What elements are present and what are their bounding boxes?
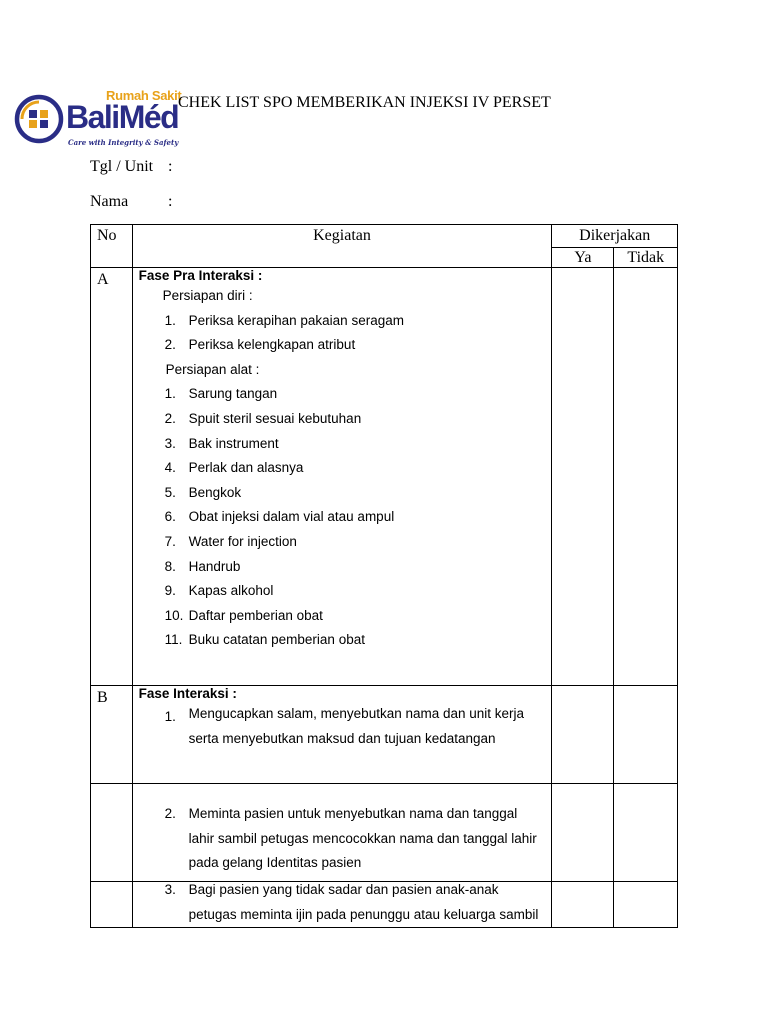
list-item — [139, 333, 546, 358]
persiapan-diri-label: Persiapan diri : — [162, 288, 253, 303]
list-item — [139, 702, 546, 751]
item-number: 5. — [164, 484, 176, 500]
item-line: lahir sambil petugas mencocokkan nama dan tanggal lahir — [188, 830, 537, 846]
item-text: Bengkok — [188, 484, 242, 500]
header-tidak: Tidak — [614, 248, 678, 268]
item-number: 1. — [164, 709, 176, 724]
logo-tagline: Care with Integrity & Safety — [68, 138, 179, 147]
item-text: Obat injeksi dalam vial atau ampul — [188, 509, 395, 525]
item-number: 2. — [164, 410, 176, 426]
list-item — [139, 802, 546, 876]
ya-cell[interactable] — [552, 784, 614, 882]
list-item — [139, 505, 546, 530]
section-heading: Fase Interaksi : — [138, 686, 237, 701]
item-text: Periksa kerapihan pakaian seragam — [188, 312, 404, 328]
item-number: 9. — [164, 583, 176, 599]
item-number: 7. — [164, 533, 176, 549]
item-number: 11. — [164, 632, 183, 648]
persiapan-alat-label: Persiapan alat : — [165, 361, 260, 377]
item-line: pada gelang Identitas pasien — [188, 855, 362, 871]
field-nama — [90, 193, 173, 211]
hospital-logo — [14, 86, 184, 156]
field-tgl-unit — [90, 158, 173, 176]
list-item — [139, 604, 546, 629]
list-item — [139, 579, 546, 604]
section-b-row-1 — [91, 686, 678, 784]
section-b-item-1 — [132, 686, 552, 784]
item-text: Perlak dan alasnya — [188, 460, 304, 476]
item-number: 6. — [164, 509, 176, 525]
item-text: Daftar pemberian obat — [188, 607, 323, 623]
ya-cell[interactable] — [552, 882, 614, 928]
item-text: Buku catatan pemberian obat — [188, 632, 365, 648]
ya-cell[interactable] — [552, 268, 614, 686]
list-item — [139, 432, 546, 457]
tidak-cell[interactable] — [614, 686, 678, 784]
item-number: 2. — [164, 337, 176, 353]
item-number: 2. — [164, 806, 176, 821]
item-line: Meminta pasien untuk menyebutkan nama dan tanggal — [188, 806, 518, 821]
item-line: Mengucapkan salam, menyebutkan nama dan unit kerja — [188, 706, 525, 721]
list-item — [139, 878, 546, 927]
section-b-item-3 — [132, 882, 552, 928]
item-number: 1. — [164, 312, 176, 328]
section-letter: B — [91, 686, 133, 784]
field-label: Tgl / Unit — [90, 158, 154, 175]
logo-top-text: Rumah Sakit — [106, 88, 182, 103]
item-line: serta menyebutkan maksud dan tujuan kedatangan — [188, 730, 496, 746]
section-b-row-3 — [91, 882, 678, 928]
item-line: petugas meminta ijin pada penunggu atau keluarga sambil — [188, 906, 539, 922]
tidak-cell[interactable] — [614, 784, 678, 882]
header-kegiatan: Kegiatan — [132, 225, 552, 268]
header-dikerjakan: Dikerjakan — [552, 225, 678, 248]
empty-no-cell — [91, 784, 133, 882]
item-text: Spuit steril sesuai kebutuhan — [188, 410, 362, 426]
section-b-item-2 — [132, 784, 552, 882]
list-item — [139, 555, 546, 580]
document-title: CHEK LIST SPO MEMBERIKAN INJEKSI IV PERSET — [178, 94, 551, 111]
item-text: Periksa kelengkapan atribut — [188, 337, 356, 353]
list-item — [139, 481, 546, 506]
section-a-content — [132, 268, 552, 686]
item-number: 3. — [164, 435, 176, 451]
item-number: 3. — [164, 882, 176, 897]
item-number: 4. — [164, 460, 176, 476]
item-text: Handrub — [188, 558, 241, 574]
logo-brand: BaliMéd — [66, 99, 179, 135]
list-item — [139, 407, 546, 432]
section-b-row-2 — [91, 784, 678, 882]
list-item — [139, 309, 546, 334]
balimed-emblem-icon — [14, 92, 66, 144]
section-heading: Fase Pra Interaksi : — [138, 268, 263, 283]
item-number: 1. — [164, 386, 176, 402]
list-item — [139, 530, 546, 555]
item-text: Water for injection — [188, 533, 297, 549]
field-label: Nama — [90, 193, 129, 210]
header-ya: Ya — [552, 248, 614, 268]
item-text: Kapas alkohol — [188, 583, 274, 599]
list-item — [139, 628, 546, 653]
item-text: Bak instrument — [188, 435, 279, 451]
ya-cell[interactable] — [552, 686, 614, 784]
header-no: No — [91, 225, 133, 268]
list-item — [139, 456, 546, 481]
section-a-row — [91, 268, 678, 686]
item-text: Sarung tangan — [188, 386, 278, 402]
item-number: 8. — [164, 558, 176, 574]
checklist-table — [90, 224, 678, 928]
item-line: Bagi pasien yang tidak sadar dan pasien anak-anak — [188, 882, 499, 897]
item-number: 10. — [164, 607, 184, 623]
list-item — [139, 382, 546, 407]
field-colon: : — [168, 193, 173, 210]
field-colon: : — [168, 158, 173, 175]
empty-no-cell — [91, 882, 133, 928]
tidak-cell[interactable] — [614, 268, 678, 686]
section-letter: A — [91, 268, 133, 686]
tidak-cell[interactable] — [614, 882, 678, 928]
